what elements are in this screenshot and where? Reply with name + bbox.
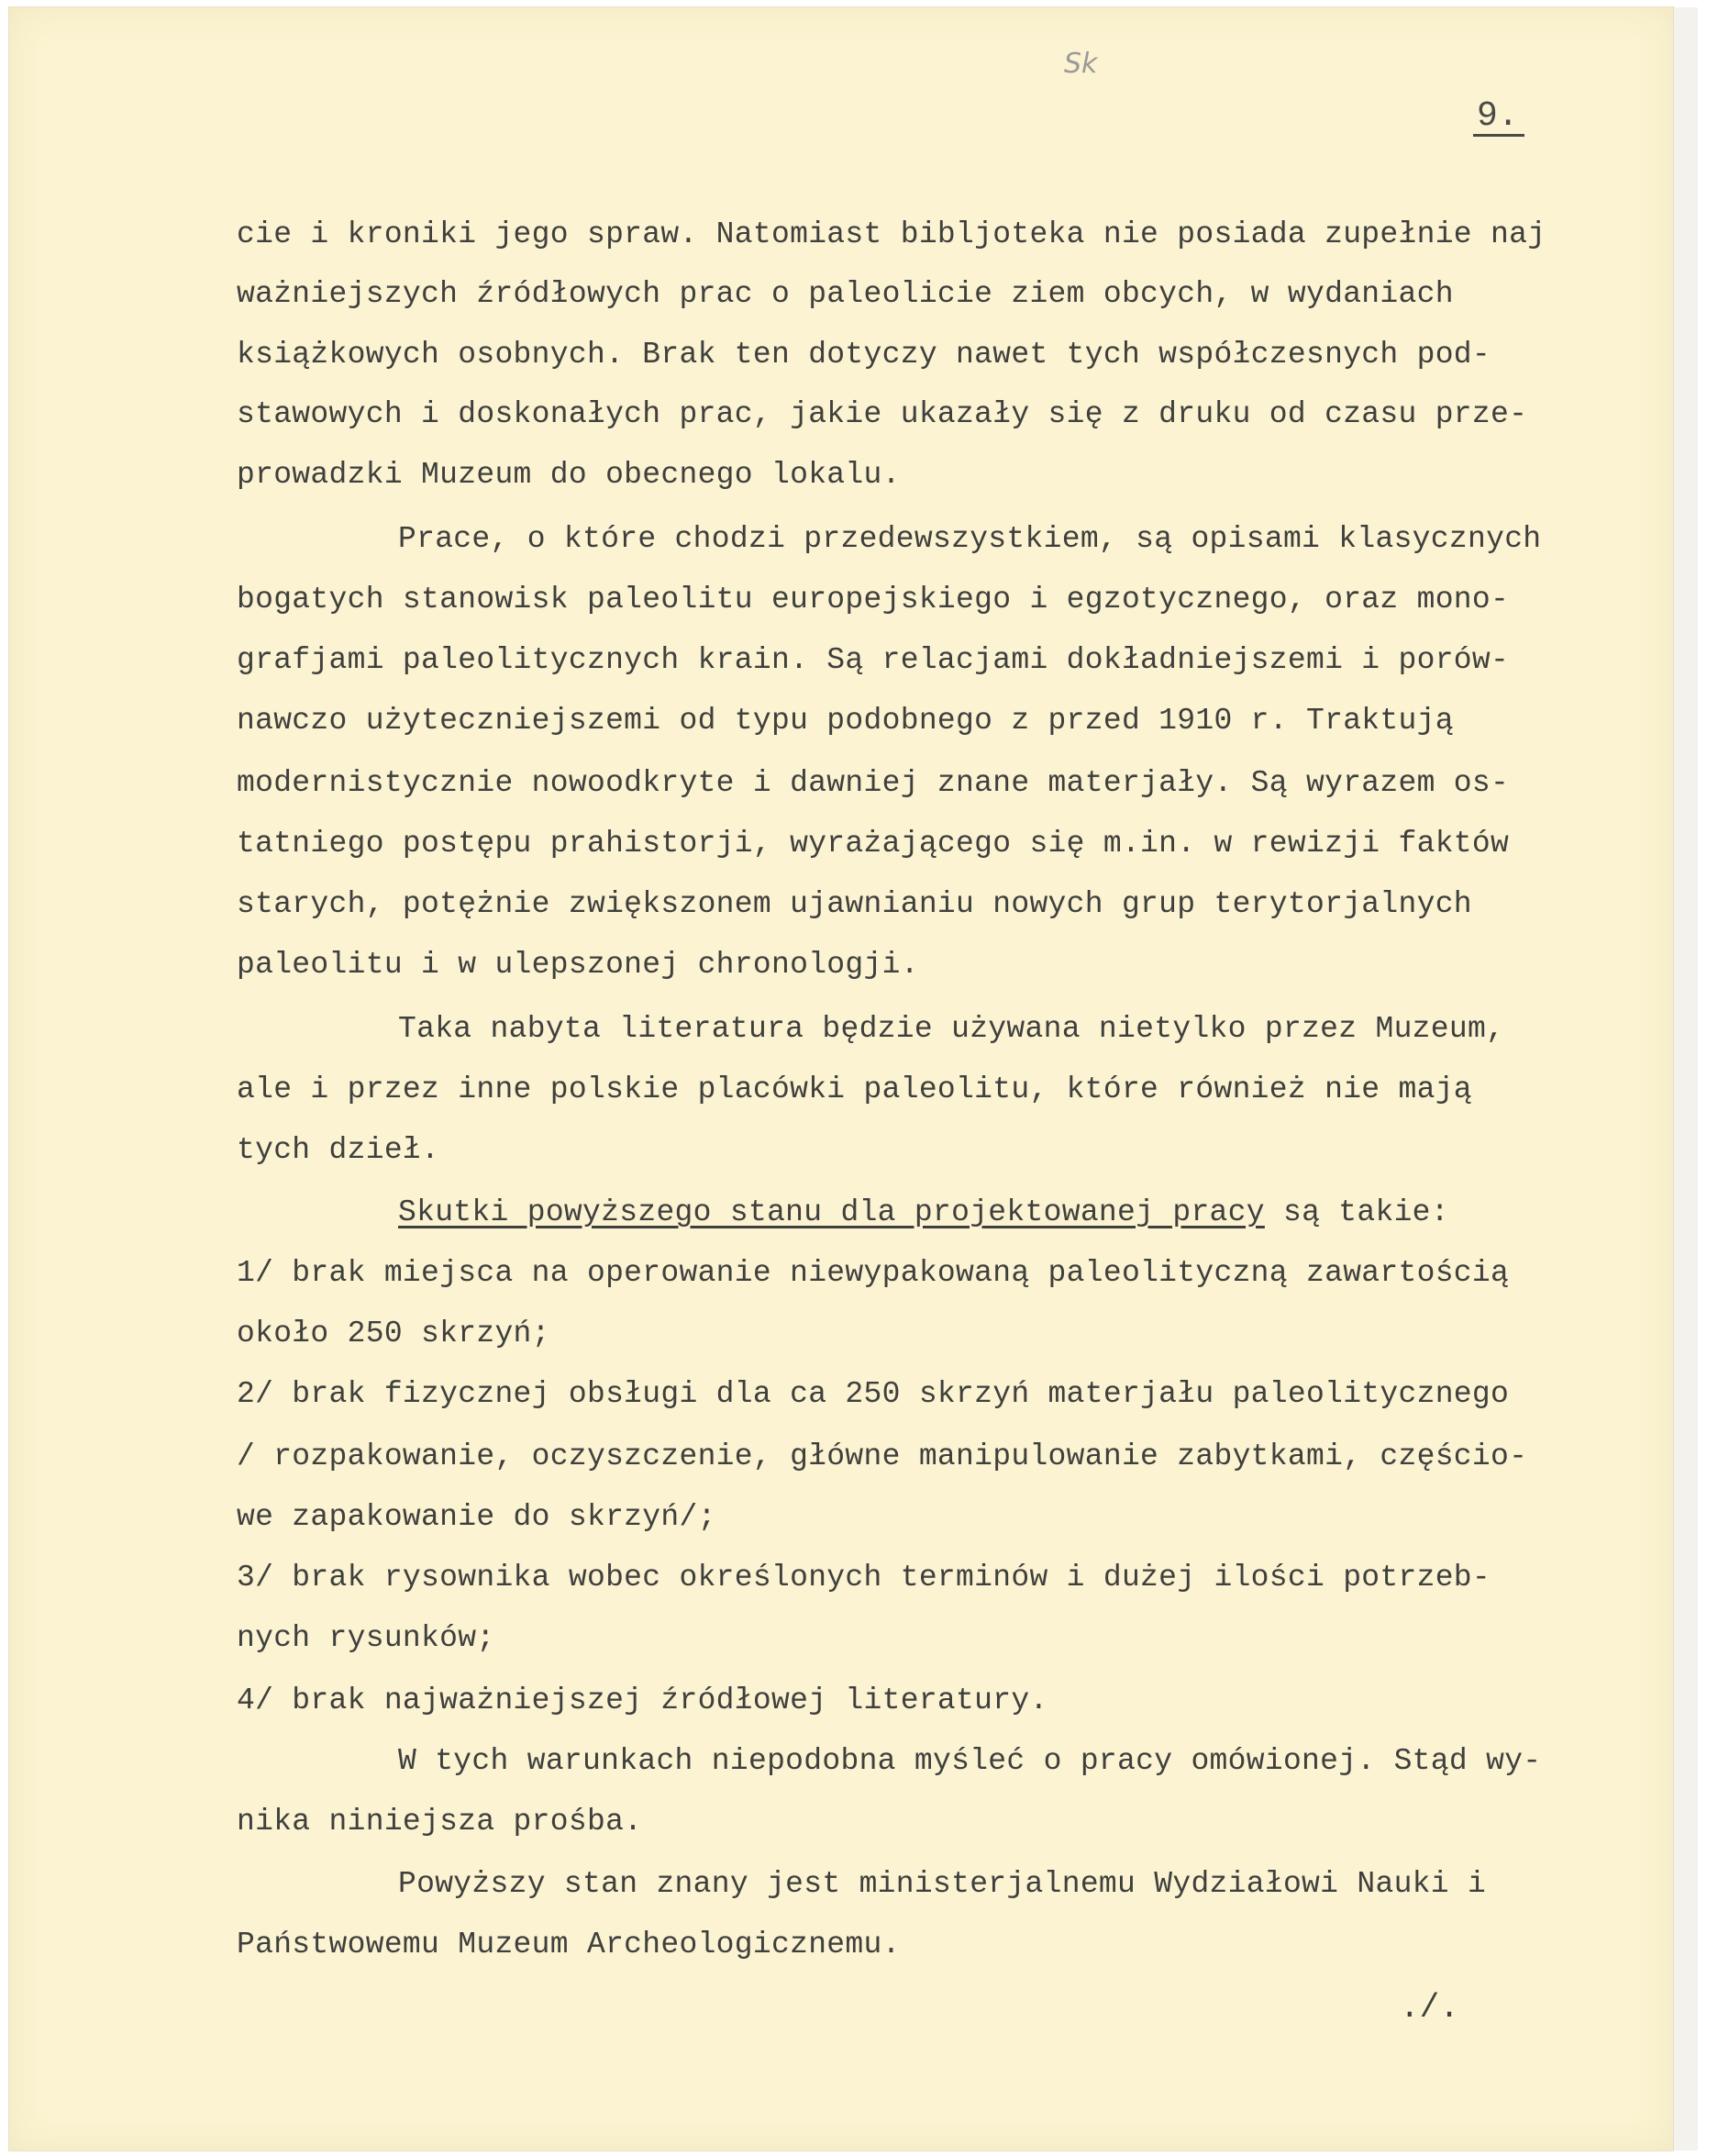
list-item: 1/ brak miejsca na operowanie niewypakowaną paleolityczną zawartością [237, 1256, 1510, 1290]
text-line: stawowych i doskonałych prac, jakie ukazały się z druku od czasu prze- [237, 397, 1528, 431]
text-line: starych, potężnie zwiększonem ujawnianiu nowych grup terytorjalnych [237, 887, 1472, 921]
text-line: nych rysunków; [237, 1621, 495, 1655]
text-line: nika niniejsza prośba. [237, 1805, 643, 1839]
text-line: W tych warunkach niepodobna myśleć o pracy omówionej. Stąd wy- [398, 1744, 1542, 1778]
text-line: ale i przez inne polskie placówki paleolitu, które również nie mają [237, 1072, 1472, 1106]
text-line: prowadzki Muzeum do obecnego lokalu. [237, 458, 901, 492]
text-line: / rozpakowanie, oczyszczenie, główne manipulowanie zabytkami, częścio- [237, 1439, 1528, 1473]
underlined-heading: Skutki powyższego stanu dla projektowanej pracy [398, 1195, 1265, 1229]
closing-mark: ./. [1400, 1989, 1459, 2027]
text-line: grafjami paleolitycznych krain. Są relacjami dokładniejszemi i porów- [237, 643, 1510, 677]
text-line [398, 1195, 1449, 1231]
text-line: modernistycznie nowoodkryte i dawniej znane materjały. Są wyrazem os- [237, 766, 1510, 800]
text-line: ważniejszych źródłowych prac o paleolicie ziem obcych, w wydaniach [237, 277, 1454, 311]
text-line: Powyższy stan znany jest ministerjalnemu Wydziałowi Nauki i [398, 1867, 1487, 1901]
text-line: tatniego postępu prahistorji, wyrażającego się m.in. w rewizji faktów [237, 827, 1510, 861]
text-line: około 250 skrzyń; [237, 1317, 550, 1350]
text-line: bogatych stanowisk paleolitu europejskiego i egzotycznego, oraz mono- [237, 583, 1510, 617]
text-line: paleolitu i w ulepszonej chronologji. [237, 948, 919, 982]
text-line: Państwowemu Muzeum Archeologicznemu. [237, 1928, 901, 1962]
text-line: tych dzieł. [237, 1133, 440, 1167]
text-line: Prace, o które chodzi przedewszystkiem, są opisami klasycznych [398, 522, 1542, 556]
text-line: książkowych osobnych. Brak ten dotyczy nawet tych współczesnych pod- [237, 338, 1491, 372]
text-line: cie i kroniki jego spraw. Natomiast bibljoteka nie posiada zupełnie naj [237, 217, 1546, 251]
text-line: nawczo użyteczniejszemi od typu podobnego z przed 1910 r. Traktują [237, 704, 1454, 738]
list-item: 3/ brak rysownika wobec określonych terminów i dużej ilości potrzeb- [237, 1561, 1491, 1595]
page-number: 9. [1473, 99, 1524, 137]
heading-tail: są takie: [1264, 1195, 1449, 1229]
list-item: 4/ brak najważniejszej źródłowej literatury. [237, 1684, 1048, 1717]
page-edge [1673, 7, 1698, 2150]
list-item: 2/ brak fizycznej obsługi dla ca 250 skrzyń materjału paleolitycznego [237, 1377, 1510, 1411]
text-line: we zapakowanie do skrzyń/; [237, 1500, 716, 1534]
text-line: Taka nabyta literatura będzie używana nietylko przez Muzeum, [398, 1012, 1505, 1046]
marginal-note: Sk [1064, 48, 1098, 80]
